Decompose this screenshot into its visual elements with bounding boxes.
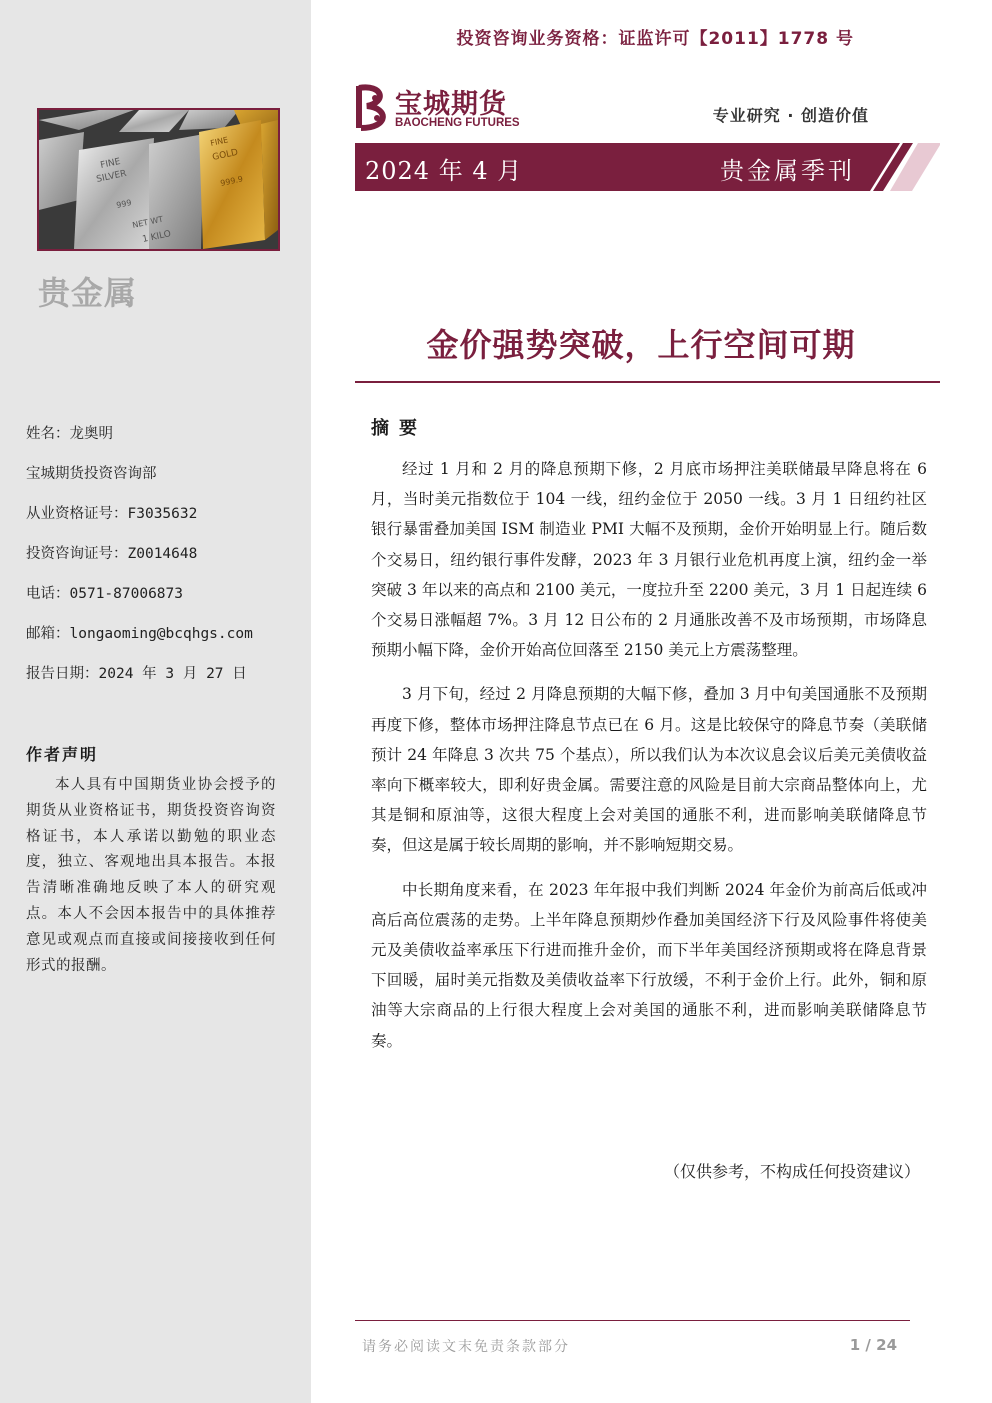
cover-photo-gold-silver-bars [37, 108, 280, 251]
svg-text:NET WT: NET WT [131, 214, 164, 230]
abstract-paragraph-2: 3 月下旬，经过 2 月降息预期的大幅下修，叠加 3 月中旬美国通胀不及预期再度下修，整体市场押注降息节点已在 6 月。这是比较保守的降息节奏（美联储预计 24 年降息 3 次共 75 个基点），所以我们认为本次议息会议后美元美债收益率向下概率较大，即利好贵金属。需要注意的风险是目前大宗商品整体向上，尤其是铜和原油等，这很大程度上会对美国的通胀不利，进而影响美联储降息节奏，但这是属于较长周期的影响，并不影响短期交易。 [371, 685, 927, 855]
author-consult-number: 投资咨询证号：Z0014648 [26, 546, 198, 562]
investment-disclaimer: （仅供参考，不构成任何投资建议） [663, 1162, 920, 1181]
svg-text:999.9: 999.9 [219, 174, 244, 188]
band-date: 2024 年 4 月 [365, 157, 523, 185]
license-line: 投资咨询业务资格：证监许可【2011】1778 号 [456, 29, 854, 49]
svg-text:1 KILO: 1 KILO [141, 229, 172, 245]
author-statement-title: 作者声明 [26, 745, 99, 764]
baocheng-logo-icon [355, 82, 391, 132]
author-phone: 电话：0571-87006873 [26, 586, 183, 602]
author-info [26, 424, 286, 704]
author-qualification: 从业资格证号：F3035632 [26, 506, 198, 522]
svg-text:GOLD: GOLD [211, 147, 240, 163]
author-department: 宝城期货投资咨询部 [26, 466, 157, 482]
author-statement [26, 742, 276, 979]
svg-text:FINE: FINE [99, 156, 122, 171]
logo-chinese-name: 宝城期货 [395, 89, 507, 120]
sidebar [0, 0, 311, 1403]
abstract-paragraph-3: 中长期角度来看，在 2023 年年报中我们判断 2024 年金价为前高后低或冲高后高位震荡的走势。上半年降息预期炒作叠加美国经济下行及风险事件将使美元及美债收益率承压下行进而推升金价，而下半年美国经济预期或将在降息背景下回暖，届时美元指数及美债收益率下行放缓，不利于金价上行。此外，铜和原油等大宗商品的上行很大程度上会对美国的通胀不利，进而影响美联储降息节奏。 [371, 880, 927, 1050]
author-email[interactable]: 邮箱：longaoming@bcqhgs.com [26, 626, 253, 642]
report-title: 金价强势突破，上行空间可期 [426, 326, 856, 364]
page-number: 1 / 24 [849, 1336, 897, 1354]
author-statement-text: 本人具有中国期货业协会授予的期货从业资格证书，期货投资咨询资格证书，本人承诺以勤勉的职业态度，独立、客观地出具本报告。本报告清晰准确地反映了本人的研究观点。本人不会因本报告中的具体推荐意见或观点而直接或间接接收到任何形式的报酬。 [26, 777, 276, 974]
svg-text:SILVER: SILVER [95, 168, 128, 185]
footer-note: 请务必阅读文末免责条款部分 [362, 1339, 570, 1355]
band-report-type: 贵金属季刊 [720, 157, 855, 185]
abstract-body [371, 454, 927, 1070]
bullion-bars-illustration [39, 110, 278, 249]
logo-english-name: BAOCHENG FUTURES [395, 117, 520, 129]
svg-text:999: 999 [115, 197, 133, 210]
footer-divider [355, 1320, 910, 1321]
report-band [355, 143, 940, 191]
report-date: 报告日期：2024 年 3 月 27 日 [26, 666, 247, 682]
author-name: 姓名：龙奥明 [26, 426, 113, 442]
sector-label: 贵金属 [38, 274, 138, 312]
slogan: 专业研究 · 创造价值 [712, 106, 869, 125]
abstract-heading: 摘要 [371, 418, 427, 439]
company-logo [355, 82, 525, 134]
abstract-paragraph-1: 经过 1 月和 2 月的降息预期下修，2 月底市场押注美联储最早降息将在 6 月，当时美元指数位于 104 一线，纽约金位于 2050 一线。3 月 1 日纽约社区银行暴雷叠加美国 ISM 制造业 PMI 大幅不及预期，金价开始明显上行。随后数个交易日，纽约银行事件发酵，2023 年 3 月银行业危机再度上演，纽约金一举突破 3 年以来的高点和 2100 美元，一度拉升至 2200 美元，3 月 1 日起连续 6 个交易日涨幅超 7%。3 月 12 日公布的 2 月通胀改善不及市场预期，市场降息预期小幅下降，金价开始高位回落至 2150 美元上方震荡整理。 [371, 460, 927, 660]
svg-text:FINE: FINE [209, 135, 230, 148]
title-divider [355, 381, 940, 383]
